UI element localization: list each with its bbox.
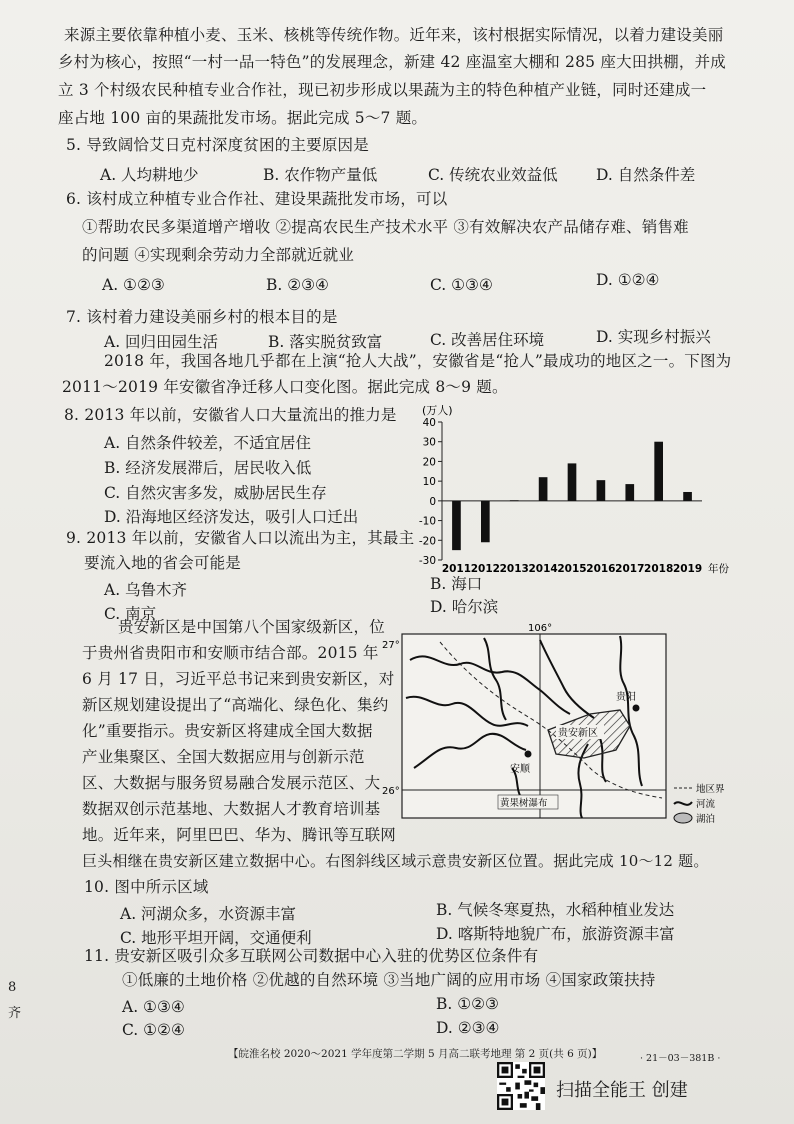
passage-intro-line4: 座占地 100 亩的果蔬批发市场。据此完成 5～7 题。 bbox=[58, 109, 428, 127]
q10-option-b[interactable]: B. 气候冬寒夏热，水稻种植业发达 bbox=[436, 901, 675, 919]
q9-option-b[interactable]: B. 海口 bbox=[430, 575, 483, 593]
chart-bar bbox=[481, 501, 490, 542]
passage-intro-line1: 来源主要依靠种植小麦、玉米、核桃等传统作物。近年来，该村根据实际情况，以着力建设美丽 bbox=[64, 26, 724, 44]
q9-option-d[interactable]: D. 哈尔滨 bbox=[430, 598, 499, 616]
chart-xtick-label: 2012 bbox=[470, 563, 500, 575]
q11-option-d[interactable]: D. ②③④ bbox=[436, 1019, 500, 1037]
q9-option-a[interactable]: A. 乌鲁木齐 bbox=[104, 581, 188, 599]
passage2-line2: 2011～2019 年安徽省净迁移人口变化图。据此完成 8～9 题。 bbox=[62, 378, 508, 396]
q10-option-c[interactable]: C. 地形平坦开阔，交通便利 bbox=[120, 929, 312, 947]
passage3-line2: 于贵州省贵阳市和安顺市结合部。2015 年 bbox=[82, 644, 379, 662]
q6-stem-line2: ①帮助农民多渠道增产增收 ②提高农民生产技术水平 ③有效解决农产品储存难、销售难 bbox=[82, 218, 689, 236]
net-migration-chart bbox=[408, 400, 738, 580]
q8-option-a[interactable]: A. 自然条件较差，不适宜居住 bbox=[104, 434, 312, 452]
passage3-line6: 产业集聚区、全国大数据应用与创新示范 bbox=[82, 748, 365, 766]
chart-bar bbox=[654, 442, 663, 501]
map-lat-top: 27° bbox=[382, 640, 400, 651]
chart-xtick-label: 2017 bbox=[615, 563, 645, 575]
chart-ytick-label: 40 bbox=[422, 417, 436, 429]
chart-bar bbox=[452, 501, 461, 550]
legend-lake-label: 湖泊 bbox=[696, 814, 716, 825]
chart-ytick-label: -10 bbox=[418, 515, 436, 528]
map-lat-bottom: 26° bbox=[382, 786, 400, 797]
q6-stem-line1: 6. 该村成立种植专业合作社、建设果蔬批发市场，可以 bbox=[66, 190, 448, 208]
q8-stem: 8. 2013 年以前，安徽省人口大量流出的推力是 bbox=[64, 406, 397, 424]
q5-option-c[interactable]: C. 传统农业效益低 bbox=[428, 166, 558, 184]
passage3-line10: 巨头相继在贵安新区建立数据中心。右图斜线区域示意贵安新区位置。据此完成 10～12 题。 bbox=[82, 852, 709, 870]
q7-stem: 7. 该村着力建设美丽乡村的根本目的是 bbox=[66, 308, 338, 326]
chart-bar bbox=[625, 484, 634, 501]
q9-option-c[interactable]: C. 南京 bbox=[104, 605, 157, 623]
q6-option-d[interactable]: D. ①②④ bbox=[596, 271, 660, 289]
q7-option-a[interactable]: A. 回归田园生活 bbox=[104, 333, 219, 351]
chart-xtick-label: 2016 bbox=[586, 563, 616, 575]
anshun-dot bbox=[525, 751, 532, 758]
q11-stem: 11. 贵安新区吸引众多互联网公司数据中心入驻的优势区位条件有 bbox=[84, 947, 539, 965]
scanner-brand: 扫描全能王 创建 bbox=[556, 1080, 688, 1101]
left-mark-2: 齐 bbox=[8, 1006, 22, 1021]
passage3-line9: 地。近年来，阿里巴巴、华为、腾讯等互联网 bbox=[82, 826, 397, 844]
q7-option-d[interactable]: D. 实现乡村振兴 bbox=[596, 328, 711, 346]
chart-ytick-label: -20 bbox=[418, 535, 436, 548]
q9-stem-line2: 要流入地的省会可能是 bbox=[84, 554, 242, 572]
q11-option-a[interactable]: A. ①③④ bbox=[122, 998, 185, 1016]
guiyang-dot bbox=[633, 705, 640, 712]
q10-stem: 10. 图中所示区域 bbox=[84, 878, 209, 896]
q7-option-b[interactable]: B. 落实脱贫致富 bbox=[268, 333, 383, 351]
q10-option-a[interactable]: A. 河湖众多，水资源丰富 bbox=[120, 905, 297, 923]
chart-bar bbox=[568, 463, 577, 500]
passage3-line7: 区、大数据与服务贸易融合发展示范区、大 bbox=[82, 774, 381, 792]
chart-xlabel: 年份 bbox=[708, 563, 729, 575]
chart-ytick-label: 30 bbox=[422, 436, 436, 449]
chart-xtick-label: 2018 bbox=[644, 563, 674, 575]
chart-ytick-label: -30 bbox=[418, 555, 436, 567]
q10-option-d[interactable]: D. 喀斯特地貌广布，旅游资源丰富 bbox=[436, 925, 675, 943]
chart-ytick-label: 0 bbox=[429, 495, 436, 508]
passage2-line1: 2018 年，我国各地几乎都在上演“抢人大战”，安徽省是“抢人”最成功的地区之一。下图为 bbox=[104, 352, 732, 370]
legend-river-line bbox=[674, 802, 692, 805]
q5-option-d[interactable]: D. 自然条件差 bbox=[596, 166, 696, 184]
passage3-line8: 数据双创示范基地、大数据人才教育培训基 bbox=[82, 800, 381, 818]
q9-stem-line1: 9. 2013 年以前，安徽省人口以流出为主，其最主 bbox=[66, 529, 415, 547]
qr-code-icon bbox=[497, 1062, 545, 1110]
chart-ylabel: (万人) bbox=[422, 404, 453, 417]
chart-bar bbox=[510, 500, 519, 501]
chart-xtick-label: 2014 bbox=[528, 563, 558, 575]
chart-xtick-label: 2011 bbox=[441, 563, 472, 575]
chart-xtick-label: 2015 bbox=[557, 563, 587, 575]
chart-bar bbox=[597, 480, 606, 501]
page-footer: 【皖淮名校 2020～2021 学年度第二学期 5 月高二联考地理 第 2 页(共 6 页)】 bbox=[228, 1048, 603, 1060]
guiyang-label: 贵阳 bbox=[616, 692, 636, 703]
q6-option-b[interactable]: B. ②③④ bbox=[266, 276, 329, 294]
q6-stem-line3: 的问题 ④实现剩余劳动力全部就近就业 bbox=[82, 246, 355, 264]
passage3-line3: 6 月 17 日，习近平总书记来到贵安新区，对 bbox=[82, 670, 395, 688]
chart-bar bbox=[539, 477, 548, 501]
q5-stem: 5. 导致阔恰艾日克村深度贫困的主要原因是 bbox=[66, 136, 369, 154]
legend-river-label: 河流 bbox=[696, 799, 716, 810]
q6-option-c[interactable]: C. ①③④ bbox=[430, 276, 493, 294]
anshun-label: 安顺 bbox=[510, 764, 530, 775]
passage3-line1: 贵安新区是中国第八个国家级新区，位 bbox=[118, 618, 385, 636]
chart-bar bbox=[683, 492, 692, 501]
q7-option-c[interactable]: C. 改善居住环境 bbox=[430, 331, 545, 349]
chart-ytick-label: 10 bbox=[422, 476, 436, 489]
paper-code: · 21－03－381B · bbox=[640, 1053, 721, 1064]
q11-option-c[interactable]: C. ①②④ bbox=[122, 1021, 185, 1039]
q8-option-b[interactable]: B. 经济发展滞后，居民收入低 bbox=[104, 459, 312, 477]
map-lon-label: 106° bbox=[528, 623, 553, 634]
passage-intro-line3: 立 3 个村级农民种植专业合作社，现已初步形成以果蔬为主的特色种植产业链，同时还建成一 bbox=[58, 81, 707, 99]
legend-lake-shape bbox=[674, 813, 692, 823]
q8-option-d[interactable]: D. 沿海地区经济发达，吸引人口迁出 bbox=[104, 508, 359, 526]
passage3-line4: 新区规划建设提出了“高端化、绿色化、集约 bbox=[82, 696, 389, 714]
q6-option-a[interactable]: A. ①②③ bbox=[102, 276, 165, 294]
legend-border-label: 地区界 bbox=[696, 784, 725, 795]
left-mark-1: 8 bbox=[8, 980, 17, 995]
q11-option-b[interactable]: B. ①②③ bbox=[436, 995, 499, 1013]
q5-option-b[interactable]: B. 农作物产量低 bbox=[263, 166, 378, 184]
passage-intro-line2: 乡村为核心，按照“一村一品一特色”的发展理念，新建 42 座温室大棚和 285 座大田拱棚，并成 bbox=[58, 53, 726, 71]
q11-items: ①低廉的土地价格 ②优越的自然环境 ③当地广阔的应用市场 ④国家政策扶持 bbox=[122, 971, 656, 989]
guian-new-area-map bbox=[380, 618, 750, 828]
region-label: 贵安新区 bbox=[558, 728, 598, 739]
chart-xtick-label: 2013 bbox=[499, 563, 529, 575]
q5-option-a[interactable]: A. 人均耕地少 bbox=[100, 166, 199, 184]
waterfall-label: 黄果树瀑布 bbox=[500, 798, 548, 809]
q8-option-c[interactable]: C. 自然灾害多发，威胁居民生存 bbox=[104, 484, 327, 502]
passage3-line5: 化”重要指示。贵安新区将建成全国大数据 bbox=[82, 722, 373, 740]
chart-xtick-label: 2019 bbox=[672, 563, 703, 575]
chart-ytick-label: 20 bbox=[422, 456, 436, 469]
